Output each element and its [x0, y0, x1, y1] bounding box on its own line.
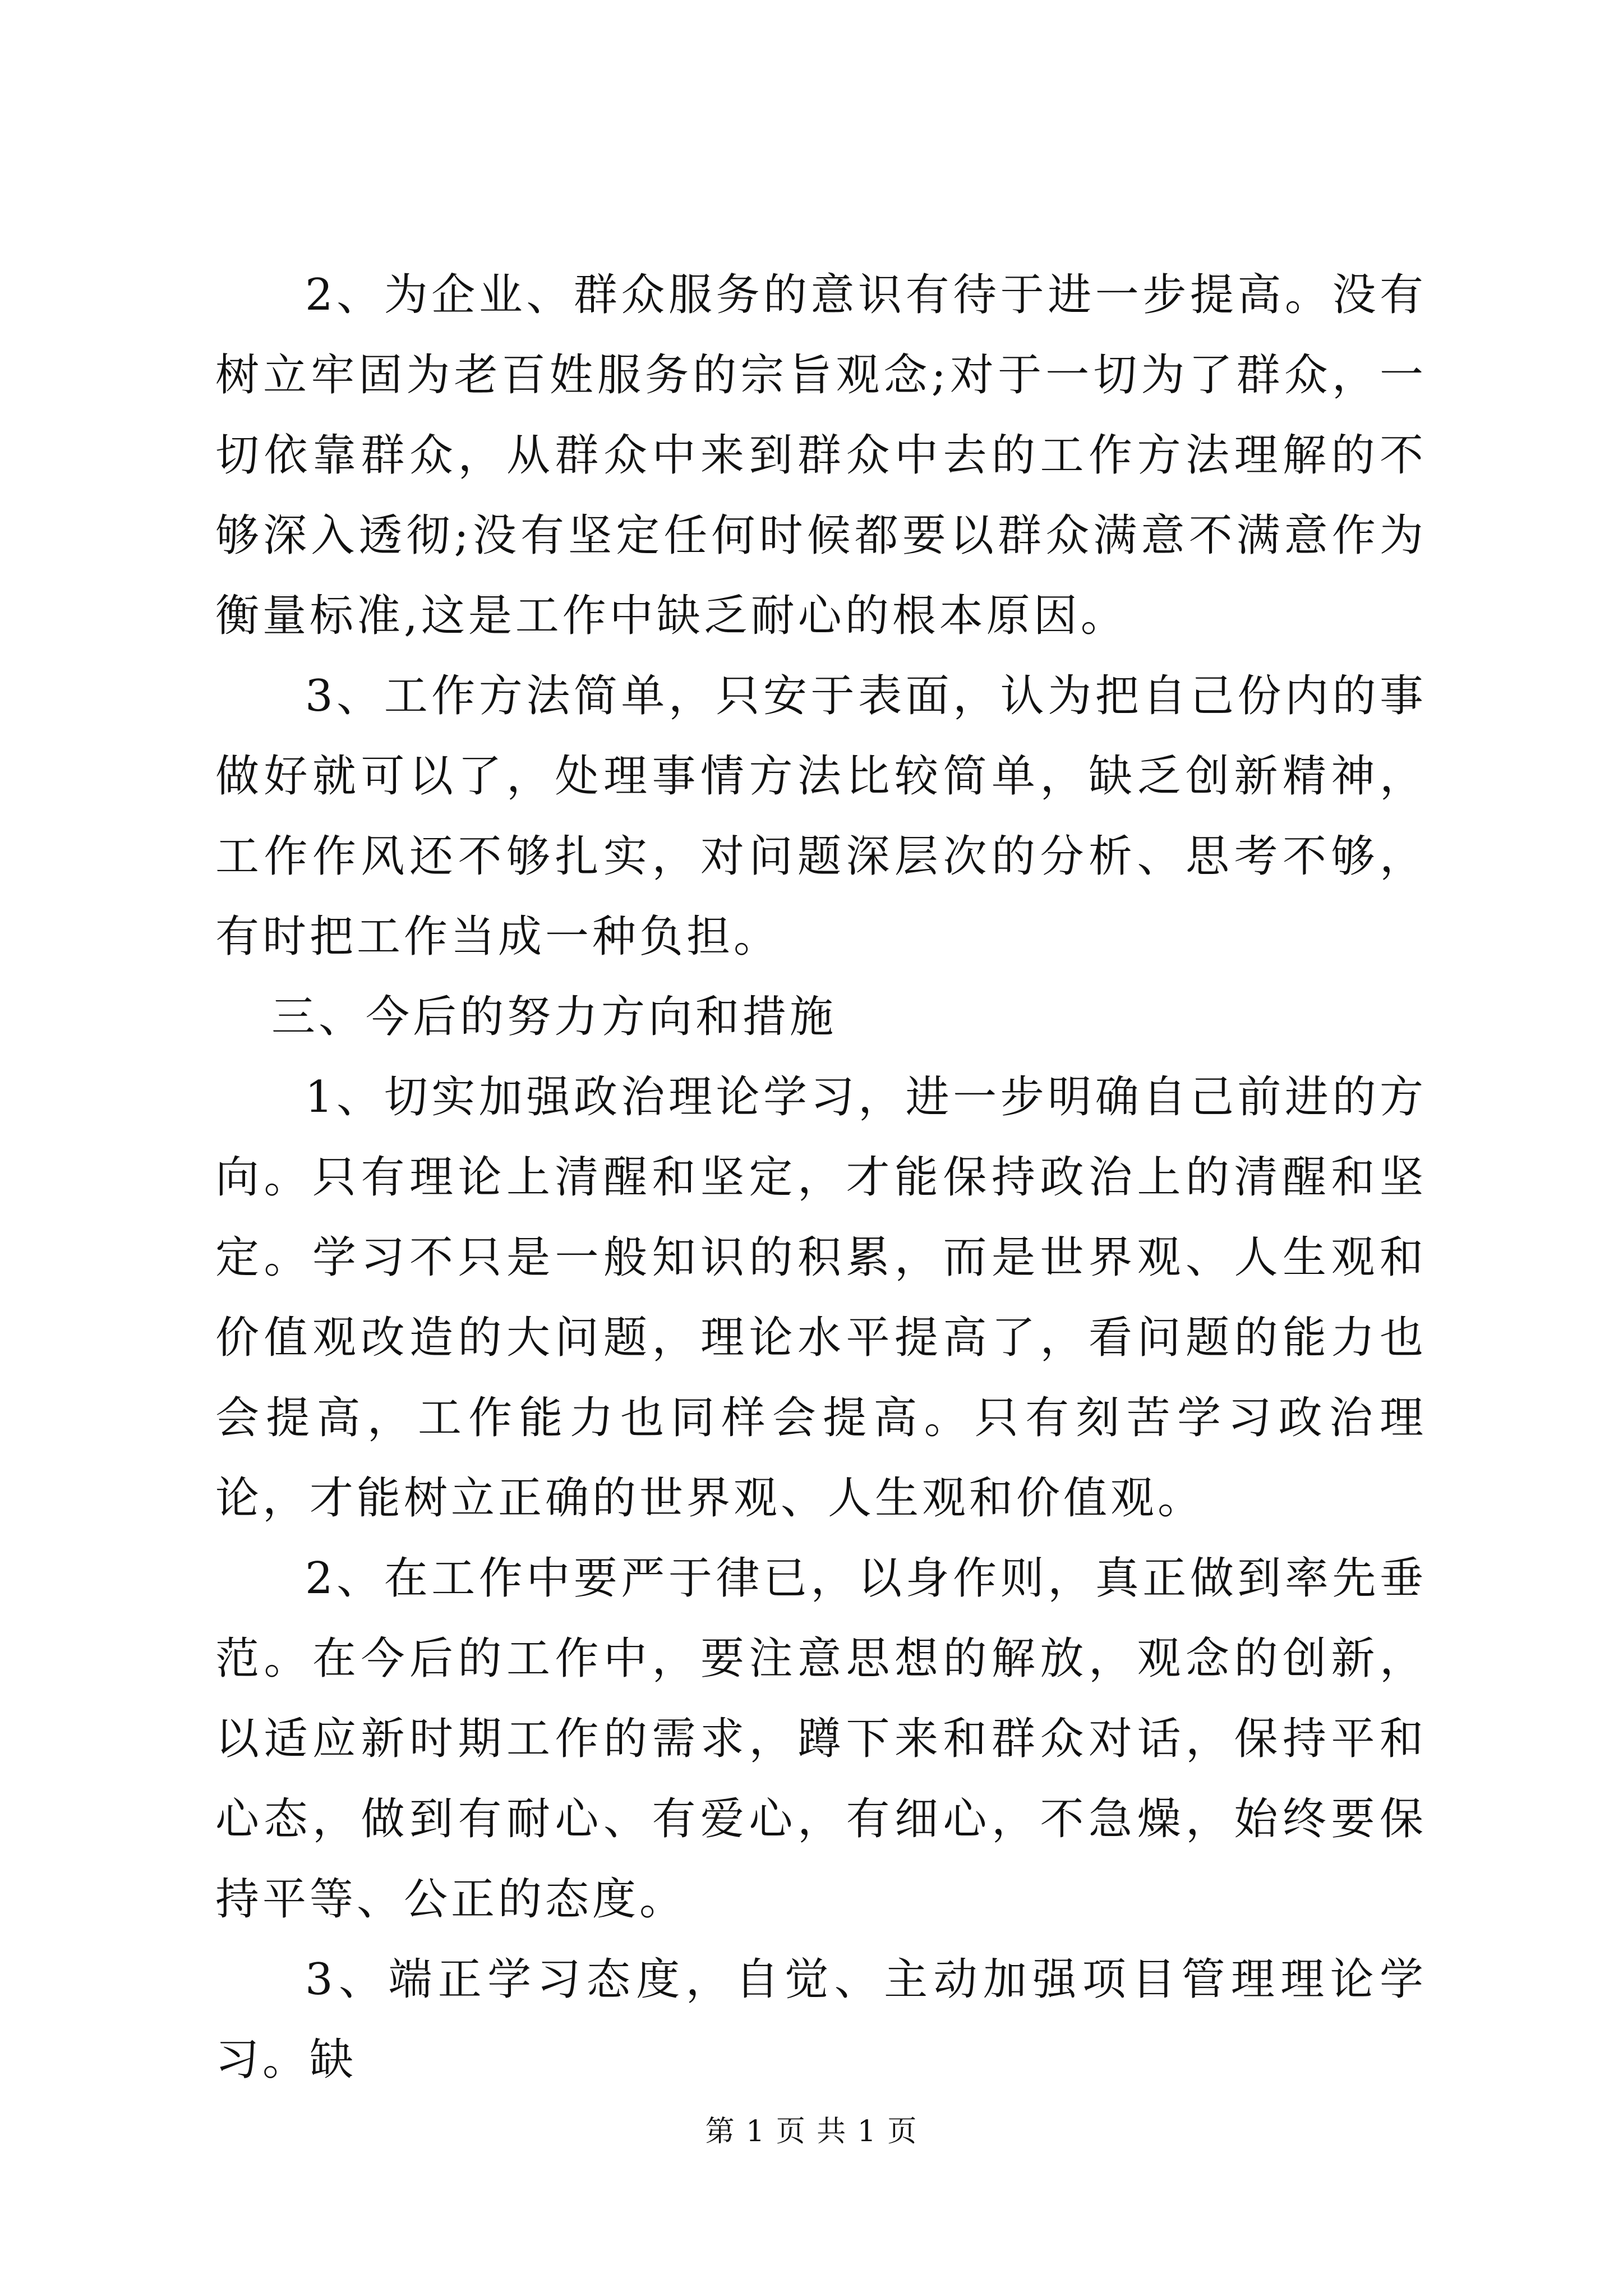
- paragraph-measure-self-discipline: 2、在工作中要严于律已，以身作则，真正做到率先垂范。在今后的工作中，要注意思想的解放，观念的创新，以适应新时期工作的需求，蹲下来和群众对话，保持平和心态，做到有耐心、有爱心，有细心，不急燥，始终要保持平等、公正的态度。: [215, 1553, 1427, 1925]
- paragraph-service-awareness: 2、为企业、群众服务的意识有待于进一步提高。没有树立牢固为老百姓服务的宗旨观念;对于一切为了群众，一切依靠群众，从群众中来到群众中去的工作方法理解的不够深入透彻;没有坚定任何时候都要以群众满意不满意作为衡量标准,这是工作中缺乏耐心的根本原因。: [215, 270, 1427, 641]
- paragraph-measure-theory-study: 1、切实加强政治理论学习，进一步明确自己前进的方向。只有理论上清醒和坚定，才能保持政治上的清醒和坚定。学习不只是一般知识的积累，而是世界观、人生观和价值观改造的大问题，理论水平提高了，看问题的能力也会提高，工作能力也同样会提高。只有刻苦学习政治理论，才能树立正确的世界观、人生观和价值观。: [215, 1072, 1427, 1524]
- paragraph-measure-learning-attitude: 3、端正学习态度，自觉、主动加强项目管理理论学习。缺: [215, 1954, 1427, 2085]
- page-footer: 第 1 页 共 1 页: [705, 2115, 918, 2148]
- section-heading: 三、今后的努力方向和措施: [271, 992, 837, 1042]
- paragraph-work-method: 3、工作方法简单，只安于表面，认为把自己份内的事做好就可以了，处理事情方法比较简单，缺乏创新精神，工作作风还不够扎实，对问题深层次的分析、思考不够，有时把工作当成一种负担。: [215, 671, 1427, 962]
- document-body: [215, 255, 1427, 2100]
